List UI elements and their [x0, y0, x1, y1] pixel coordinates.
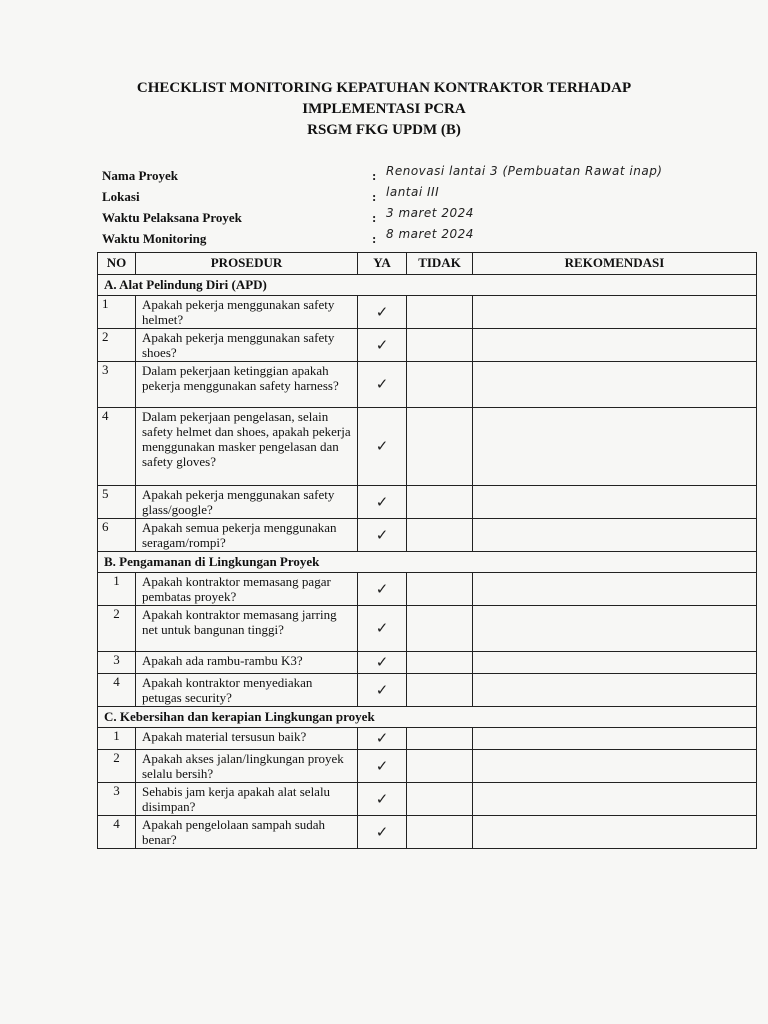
row-no: 3	[98, 783, 136, 816]
check-mark: ✓	[358, 362, 407, 408]
row-prosedur: Apakah kontraktor menyediakan petugas security?	[136, 674, 358, 707]
row-rekomendasi	[473, 296, 757, 329]
row-rekomendasi	[473, 652, 757, 674]
checklist-table	[97, 252, 757, 849]
check-mark: ✓	[358, 408, 407, 486]
row-prosedur: Apakah pengelolaan sampah sudah benar?	[136, 816, 358, 849]
header-tidak: TIDAK	[407, 253, 473, 275]
info-colon: :	[372, 189, 377, 204]
row-no: 3	[98, 362, 136, 408]
table-row	[98, 573, 757, 606]
row-prosedur: Apakah ada rambu-rambu K3?	[136, 652, 358, 674]
info-value: Renovasi lantai 3 (Pembuatan Rawat inap)	[386, 164, 663, 178]
row-no: 2	[98, 750, 136, 783]
check-mark: ✓	[358, 296, 407, 329]
row-rekomendasi	[473, 606, 757, 652]
row-tidak	[407, 606, 473, 652]
row-prosedur: Dalam pekerjaan pengelasan, selain safety helmet dan shoes, apakah pekerja menggunakan masker pengelasan dan safety gloves?	[136, 408, 358, 486]
info-row-waktu-monitoring	[102, 229, 742, 250]
row-rekomendasi	[473, 674, 757, 707]
row-no: 4	[98, 816, 136, 849]
title-line-3: RSGM FKG UPDM (B)	[307, 122, 461, 138]
row-no: 3	[98, 652, 136, 674]
check-mark: ✓	[358, 486, 407, 519]
table-row	[98, 728, 757, 750]
table-row	[98, 486, 757, 519]
section-title: B. Pengamanan di Lingkungan Proyek	[98, 552, 757, 573]
table-row	[98, 783, 757, 816]
title-line-2: IMPLEMENTASI PCRA	[302, 101, 466, 117]
info-label: Waktu Pelaksana Proyek	[102, 210, 242, 225]
section-row	[98, 707, 757, 728]
section-row	[98, 552, 757, 573]
row-tidak	[407, 750, 473, 783]
row-prosedur: Apakah kontraktor memasang jarring net untuk bangunan tinggi?	[136, 606, 358, 652]
row-no: 1	[98, 728, 136, 750]
table-header-row	[98, 253, 757, 275]
title-line-1: CHECKLIST MONITORING KEPATUHAN KONTRAKTOR TERHADAP	[136, 80, 632, 96]
row-tidak	[407, 573, 473, 606]
row-no: 2	[98, 329, 136, 362]
row-no: 2	[98, 606, 136, 652]
row-tidak	[407, 519, 473, 552]
info-value: 3 maret 2024	[386, 206, 474, 220]
check-mark: ✓	[358, 728, 407, 750]
check-mark: ✓	[358, 674, 407, 707]
row-tidak	[407, 652, 473, 674]
row-no: 5	[98, 486, 136, 519]
row-tidak	[407, 783, 473, 816]
info-label: Waktu Monitoring	[102, 231, 207, 246]
row-tidak	[407, 408, 473, 486]
row-rekomendasi	[473, 816, 757, 849]
info-colon: :	[372, 231, 377, 246]
row-tidak	[407, 728, 473, 750]
row-no: 1	[98, 573, 136, 606]
row-prosedur: Apakah pekerja menggunakan safety shoes?	[136, 329, 358, 362]
info-label: Nama Proyek	[102, 168, 178, 183]
row-tidak	[407, 362, 473, 408]
info-row-lokasi	[102, 187, 742, 208]
row-tidak	[407, 486, 473, 519]
check-mark: ✓	[358, 519, 407, 552]
table-row	[98, 674, 757, 707]
info-value: lantai III	[386, 185, 440, 199]
header-ya: YA	[358, 253, 407, 275]
table-row	[98, 408, 757, 486]
check-mark: ✓	[358, 816, 407, 849]
row-prosedur: Apakah material tersusun baik?	[136, 728, 358, 750]
row-rekomendasi	[473, 783, 757, 816]
project-info	[102, 166, 742, 250]
row-rekomendasi	[473, 519, 757, 552]
document-title	[0, 78, 768, 141]
header-no: NO	[98, 253, 136, 275]
table-row	[98, 816, 757, 849]
info-colon: :	[372, 168, 377, 183]
info-row-waktu-pelaksana	[102, 208, 742, 229]
row-no: 4	[98, 408, 136, 486]
header-prosedur: PROSEDUR	[136, 253, 358, 275]
row-tidak	[407, 296, 473, 329]
row-no: 1	[98, 296, 136, 329]
row-rekomendasi	[473, 329, 757, 362]
table-row	[98, 362, 757, 408]
row-rekomendasi	[473, 362, 757, 408]
row-tidak	[407, 674, 473, 707]
check-mark: ✓	[358, 573, 407, 606]
check-mark: ✓	[358, 783, 407, 816]
row-rekomendasi	[473, 408, 757, 486]
row-prosedur: Apakah semua pekerja menggunakan seragam/rompi?	[136, 519, 358, 552]
check-mark: ✓	[358, 652, 407, 674]
row-tidak	[407, 329, 473, 362]
section-row	[98, 275, 757, 296]
table-row	[98, 519, 757, 552]
row-prosedur: Apakah pekerja menggunakan safety glass/google?	[136, 486, 358, 519]
check-mark: ✓	[358, 606, 407, 652]
table-row	[98, 750, 757, 783]
row-prosedur: Sehabis jam kerja apakah alat selalu disimpan?	[136, 783, 358, 816]
check-mark: ✓	[358, 329, 407, 362]
row-prosedur: Apakah pekerja menggunakan safety helmet?	[136, 296, 358, 329]
row-no: 6	[98, 519, 136, 552]
table-row	[98, 329, 757, 362]
row-prosedur: Apakah akses jalan/lingkungan proyek selalu bersih?	[136, 750, 358, 783]
row-no: 4	[98, 674, 136, 707]
row-rekomendasi	[473, 486, 757, 519]
table-row	[98, 606, 757, 652]
table-row	[98, 652, 757, 674]
info-label: Lokasi	[102, 189, 140, 204]
info-row-nama-proyek	[102, 166, 742, 187]
row-rekomendasi	[473, 573, 757, 606]
row-tidak	[407, 816, 473, 849]
section-title: C. Kebersihan dan kerapian Lingkungan proyek	[98, 707, 757, 728]
row-rekomendasi	[473, 728, 757, 750]
row-prosedur: Apakah kontraktor memasang pagar pembatas proyek?	[136, 573, 358, 606]
info-value: 8 maret 2024	[386, 227, 474, 241]
row-rekomendasi	[473, 750, 757, 783]
table-row	[98, 296, 757, 329]
section-title: A. Alat Pelindung Diri (APD)	[98, 275, 757, 296]
row-prosedur: Dalam pekerjaan ketinggian apakah pekerja menggunakan safety harness?	[136, 362, 358, 408]
check-mark: ✓	[358, 750, 407, 783]
info-colon: :	[372, 210, 377, 225]
header-rekomendasi: REKOMENDASI	[473, 253, 757, 275]
